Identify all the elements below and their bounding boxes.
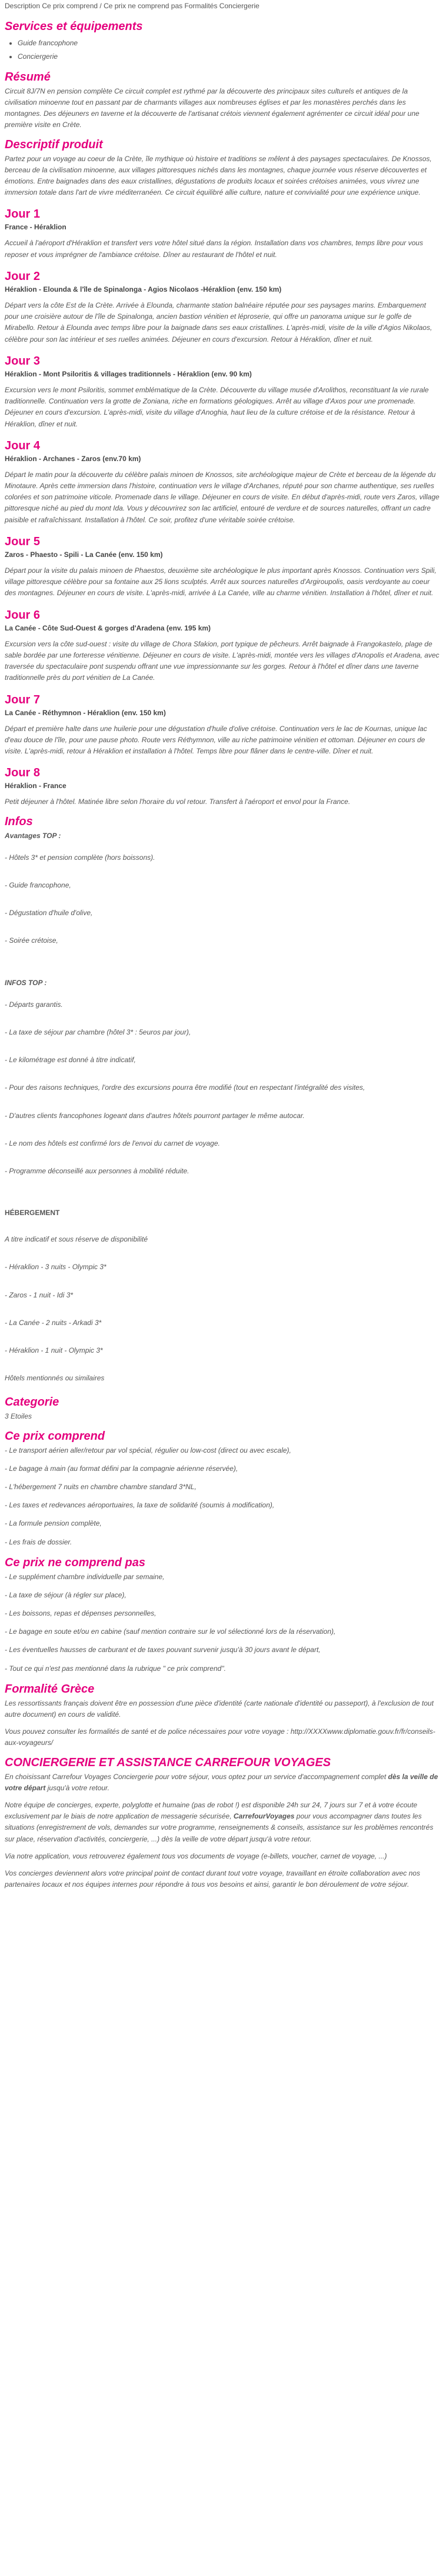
infos-top-item: - Programme déconseillé aux personnes à mobilité réduite. bbox=[5, 1166, 189, 1175]
conciergerie-p1-b: jusqu'à votre retour. bbox=[45, 1783, 109, 1792]
hebergement-note: Hôtels mentionnés ou similaires bbox=[5, 1374, 105, 1383]
resume-text: Circuit 8J/7N en pension complète Ce circuit complet est rythmé par la découverte des principaux sites culturels et antiques de la civilisation minoenne tout en passant par de charmants villages aux nombreuses églises et par les monastères perchés dans les montagnes. Des déjeuners en taverne et la découverte de l'artisanat crétois viennent également agrémenter ce circuit idéal pour une première visite en Crète. bbox=[5, 86, 420, 129]
conciergerie-p2-b: pour vous accompagner dans toutes les situations (enregistrement de vols, demandes sur votre programme, renseignements & conseils, assistance sur les problèmes rencontrés sur place, réservation d'activités, conciergerie, ...) dès la veille de votre départ jusqu'à votre retour. bbox=[5, 1812, 434, 1843]
hebergement-intro: A titre indicatif et sous réserve de disponibilité bbox=[5, 1235, 148, 1244]
services-title: Services et équipements bbox=[5, 20, 143, 34]
comprend-title: Ce prix comprend bbox=[5, 1429, 105, 1443]
day-route: Héraklion - Elounda & l'île de Spinalonga - Agios Nicolaos -Héraklion (env. 150 km) bbox=[5, 285, 282, 293]
top-nav-line: Description Ce prix comprend / Ce prix ne comprend pas Formalités Conciergerie bbox=[5, 2, 259, 10]
conciergerie-title: CONCIERGERIE ET ASSISTANCE CARREFOUR VOYAGES bbox=[5, 1756, 331, 1769]
conciergerie-p2 bbox=[5, 1800, 441, 1845]
day-title: Jour 5 bbox=[5, 535, 41, 548]
infos-top-label: INFOS TOP : bbox=[5, 978, 47, 987]
day-text: Accueil à l'aéroport d'Héraklion et transfert vers votre hôtel situé dans la région. Installation dans vos chambres, temps libre pour vous reposer et vous imprégner de l'ambiance crétoise. Dîner au restaurant de l'hôtel et nuit. bbox=[5, 239, 423, 259]
conciergerie-p1 bbox=[5, 1771, 441, 1794]
hebergement-item: - Zaros - 1 nuit - Idi 3* bbox=[5, 1290, 74, 1299]
comprend-item: - Les taxes et redevances aéroportuaires, la taxe de solidarité (soumis à modification), bbox=[5, 1501, 275, 1510]
day-block-4 bbox=[5, 438, 441, 526]
hebergement-item: - La Canée - 2 nuits - Arkadi 3* bbox=[5, 1318, 102, 1327]
day-text: Départ et première halte dans une huilerie pour une dégustation d'huile d'olive crétoise. Continuation vers le lac de Kournas, unique lac d'eau douce de l'île, pour une pause photo. Route vers Réthymnon, ville au riche patrimoine vénitien et ottoman. Déjeuner en cours de visite. L'après-midi, retour à Héraklion et installation à l'hôtel. Temps libre pour flâner dans le centre-ville. Dîner et nuit. bbox=[5, 724, 427, 756]
conciergerie-p4: Vos concierges deviennent alors votre principal point de contact durant tout votre voyage, travaillant en étroite collaboration avec nos partenaires locaux et nos équipes internes pour répondre à tous vos besoins et ainsi, garantir le bon déroulement de votre séjour. bbox=[5, 1868, 420, 1889]
descriptif-text: Partez pour un voyage au coeur de la Crète, île mythique où histoire et traditions se mêlent à des paysages spectaculaires. De Knossos, berceau de la civilisation minoenne, aux villages pittoresques nichés dans les montagnes, chaque journée vous réserve découvertes et émotions. Entre baignades dans des eaux cristallines, dégustations de produits locaux et soirées crétoises animées, vous vivrez une immersion totale dans l'art de vivre méditerranéen. Ce circuit équilibré allie culture, nature et convivialité pour une expérience unique. bbox=[5, 154, 432, 197]
avantage-item: - Dégustation d'huile d'olive, bbox=[5, 909, 93, 917]
infos-top-item: - Le nom des hôtels est confirmé lors de l'envoi du carnet de voyage. bbox=[5, 1139, 220, 1147]
day-text: Petit déjeuner à l'hôtel. Matinée libre selon l'horaire du vol retour. Transfert à l'aéroport et envol pour la France. bbox=[5, 798, 351, 806]
infos-top-item: - La taxe de séjour par chambre (hôtel 3* : 5euros par jour), bbox=[5, 1027, 191, 1036]
day-title: Jour 8 bbox=[5, 766, 41, 780]
day-block-1 bbox=[5, 206, 441, 261]
day-text: Départ pour la visite du palais minoen de Phaestos, deuxième site archéologique le plus important après Knossos. Continuation vers Spili, village pittoresque célèbre pour sa fontaine aux 25 lions sculptés. Arrêt aux sources naturelles d'Argiroupolis, oasis verdoyante au coeur des montagnes. Déjeuner en cours de visite. L'après-midi, arrivée à La Canée, ville au charme vénitien. Installation à l'hôtel, dîner et nuit. bbox=[5, 566, 437, 598]
resume-title: Résumé bbox=[5, 70, 51, 84]
descriptif-title: Descriptif produit bbox=[5, 138, 103, 151]
conciergerie-p1-bold: dès la veille de votre départ bbox=[5, 1772, 438, 1792]
ne-comprend-item: - Les éventuelles hausses de carburant et de taxes pouvant survenir jusqu'à 30 jours avant le départ, bbox=[5, 1646, 321, 1654]
comprend-item: - La formule pension complète, bbox=[5, 1519, 102, 1528]
day-route: La Canée - Côte Sud-Ouest & gorges d'Aradena (env. 195 km) bbox=[5, 623, 211, 632]
formalite-link-text: Vous pouvez consulter les formalités de santé et de police nécessaires pour votre voyage : http://XXXXwww.diplomatie.gouv.fr/fr/conseils-aux-voyageurs/ bbox=[5, 1727, 435, 1747]
day-block-7 bbox=[5, 692, 441, 758]
day-text: Excursion vers la côte sud-ouest : visite du village de Chora Sfakion, port typique de pêcheurs. Arrêt baignade à Frangokastelo, plage de sable bordée par une forteresse vénitienne. Déjeuner en cours de visite. L'après-midi, montée vers les villages d'Anopolis et Aradena, avec traversée du spectaculaire pont suspendu offrant une vue impressionnante sur les gorges. Retour à l'hôtel et dîner dans une taverne traditionnelle près du port vénitien de La Canée. bbox=[5, 639, 440, 682]
ne-comprend-item: - La taxe de séjour (à régler sur place), bbox=[5, 1590, 127, 1599]
comprend-item: - Le transport aérien aller/retour par vol spécial, régulier ou low-cost (direct ou avec escale), bbox=[5, 1446, 291, 1454]
avantage-item: - Guide francophone, bbox=[5, 881, 71, 890]
day-block-6 bbox=[5, 608, 441, 684]
infos-top-item: - D'autres clients francophones logeant dans d'autres hôtels pourront partager le même autocar. bbox=[5, 1111, 305, 1120]
ne-comprend-title: Ce prix ne comprend pas bbox=[5, 1556, 145, 1569]
hebergement-label: HÉBERGEMENT bbox=[5, 1209, 60, 1217]
day-title: Jour 3 bbox=[5, 354, 41, 368]
day-route: Héraklion - Mont Psiloritis & villages traditionnels - Héraklion (env. 90 km) bbox=[5, 369, 252, 378]
services-list bbox=[5, 36, 441, 64]
ne-comprend-item: - Les boissons, repas et dépenses personnelles, bbox=[5, 1609, 157, 1618]
comprend-item: - L'hébergement 7 nuits en chambre chambre standard 3*NL, bbox=[5, 1482, 197, 1491]
infos-top-item: - Départs garantis. bbox=[5, 1000, 63, 1009]
infos-title: Infos bbox=[5, 815, 33, 828]
day-block-8 bbox=[5, 765, 441, 807]
categorie-value: 3 Etoiles bbox=[5, 1412, 32, 1421]
hebergement-item: - Héraklion - 1 nuit - Olympic 3* bbox=[5, 1346, 103, 1355]
comprend-item: - Les frais de dossier. bbox=[5, 1537, 72, 1546]
ne-comprend-item: - Tout ce qui n'est pas mentionné dans la rubrique " ce prix comprend". bbox=[5, 1664, 226, 1673]
formalite-text: Les ressortissants français doivent être en possession d'une pièce d'identité (carte nationale d'identité ou passeport), à l'exclusion de tout autre document) en cours de validité. bbox=[5, 1699, 434, 1719]
avantage-item: - Soirée crétoise, bbox=[5, 936, 58, 945]
day-block-3 bbox=[5, 353, 441, 430]
formalite-title: Formalité Grèce bbox=[5, 1682, 95, 1696]
day-text: Départ vers la côte Est de la Crète. Arrivée à Elounda, charmante station balnéaire réputée pour ses paysages marins. Embarquement pour une croisière autour de l'île de Spinalonga, ancien bastion vénitien et léproserie, qui offre un panorama unique sur le golfe de Mirabello. Retour à Elounda avec temps libre pour la baignade dans ses eaux cristallines. L'après-midi, visite de la ville d'Agios Nikolaos, célèbre pour son lac intérieur et ses ruelles animées. Déjeuner en cours d'excursion. Retour à Héraklion, dîner et nuit. bbox=[5, 301, 432, 343]
day-route: Zaros - Phaesto - Spili - La Canée (env. 150 km) bbox=[5, 550, 163, 559]
conciergerie-p2-bold: CarrefourVoyages bbox=[233, 1812, 295, 1821]
day-block-5 bbox=[5, 534, 441, 599]
day-route: Héraklion - Archanes - Zaros (env.70 km) bbox=[5, 454, 141, 463]
conciergerie-p2-a: Notre équipe de concierges, experte, polyglotte et humaine (pas de robot !) est disponible 24h sur 24, 7 jours sur 7 et à votre écoute exclusivement par le biais de notre application de messagerie sécurisée, bbox=[5, 1800, 418, 1821]
conciergerie-p1-a: En choisissant Carrefour Voyages Conciergerie pour votre séjour, vous optez pour un service d'accompagnement complet bbox=[5, 1772, 388, 1781]
day-title: Jour 1 bbox=[5, 208, 41, 221]
day-title: Jour 4 bbox=[5, 439, 41, 452]
infos-top-item: - Le kilométrage est donné à titre indicatif, bbox=[5, 1056, 136, 1065]
hebergement-item: - Héraklion - 3 nuits - Olympic 3* bbox=[5, 1263, 106, 1272]
services-item: • Guide francophone bbox=[18, 36, 441, 50]
day-route: France - Héraklion bbox=[5, 223, 66, 232]
day-route: La Canée - Réthymnon - Héraklion (env. 150 km) bbox=[5, 708, 166, 717]
categorie-title: Categorie bbox=[5, 1396, 59, 1409]
ne-comprend-item: - Le supplément chambre individuelle par semaine, bbox=[5, 1572, 165, 1581]
services-item: • Conciergerie bbox=[18, 50, 441, 64]
avantage-item: - Hôtels 3* et pension complète (hors boissons). bbox=[5, 853, 155, 862]
day-title: Jour 6 bbox=[5, 608, 41, 622]
ne-comprend-item: - Le bagage en soute et/ou en cabine (sauf mention contraire sur le vol sélectionné lors de la réservation), bbox=[5, 1627, 336, 1636]
avantages-label: Avantages TOP : bbox=[5, 831, 61, 840]
comprend-item: - Le bagage à main (au format défini par la compagnie aérienne réservée), bbox=[5, 1464, 238, 1473]
day-route: Héraklion - France bbox=[5, 782, 66, 790]
day-text: Départ le matin pour la découverte du célèbre palais minoen de Knossos, site archéologique majeur de Crète et berceau de la légende du Minotaure. Après cette immersion dans l'histoire, continuation vers le village d'Archanes, réputé pour son charme authentique, ses ruelles colorées et son patrimoine viticole. Promenade dans le village. Déjeuner en cours de visite. En début d'après-midi, route vers Zaros, village pittoresque niché au pied du mont Ida. Vous y découvrirez son lac artificiel, entouré de verdure et de sources naturelles, offrant un cadre paisible et rafraîchissant. Installation à l'hôtel. Ce soir, profitez d'une véritable soirée crétoise. bbox=[5, 470, 440, 524]
infos-top-item: - Pour des raisons techniques, l'ordre des excursions pourra être modifié (tout en respectant l'intégralité des visites, bbox=[5, 1083, 365, 1092]
conciergerie-p3: Via notre application, vous retrouverez également tous vos documents de voyage (e-billets, voucher, carnet de voyage, ...) bbox=[5, 1851, 387, 1860]
day-text: Excursion vers le mont Psiloritis, sommet emblématique de la Crète. Découverte du village musée d'Arolithos, reconstituant la vie rurale traditionnelle. Continuation vers la grotte de Zoniana, riche en formations géologiques. Arrêt au village d'Axos pour une promenade. Déjeuner en cours d'excursion. L'après-midi, visite du village d'Anoghia, haut lieu de la culture crétoise et de la résistance. Retour à Héraklion, dîner et nuit. bbox=[5, 385, 429, 428]
day-block-2 bbox=[5, 269, 441, 345]
day-title: Jour 2 bbox=[5, 269, 41, 283]
day-title: Jour 7 bbox=[5, 693, 41, 706]
